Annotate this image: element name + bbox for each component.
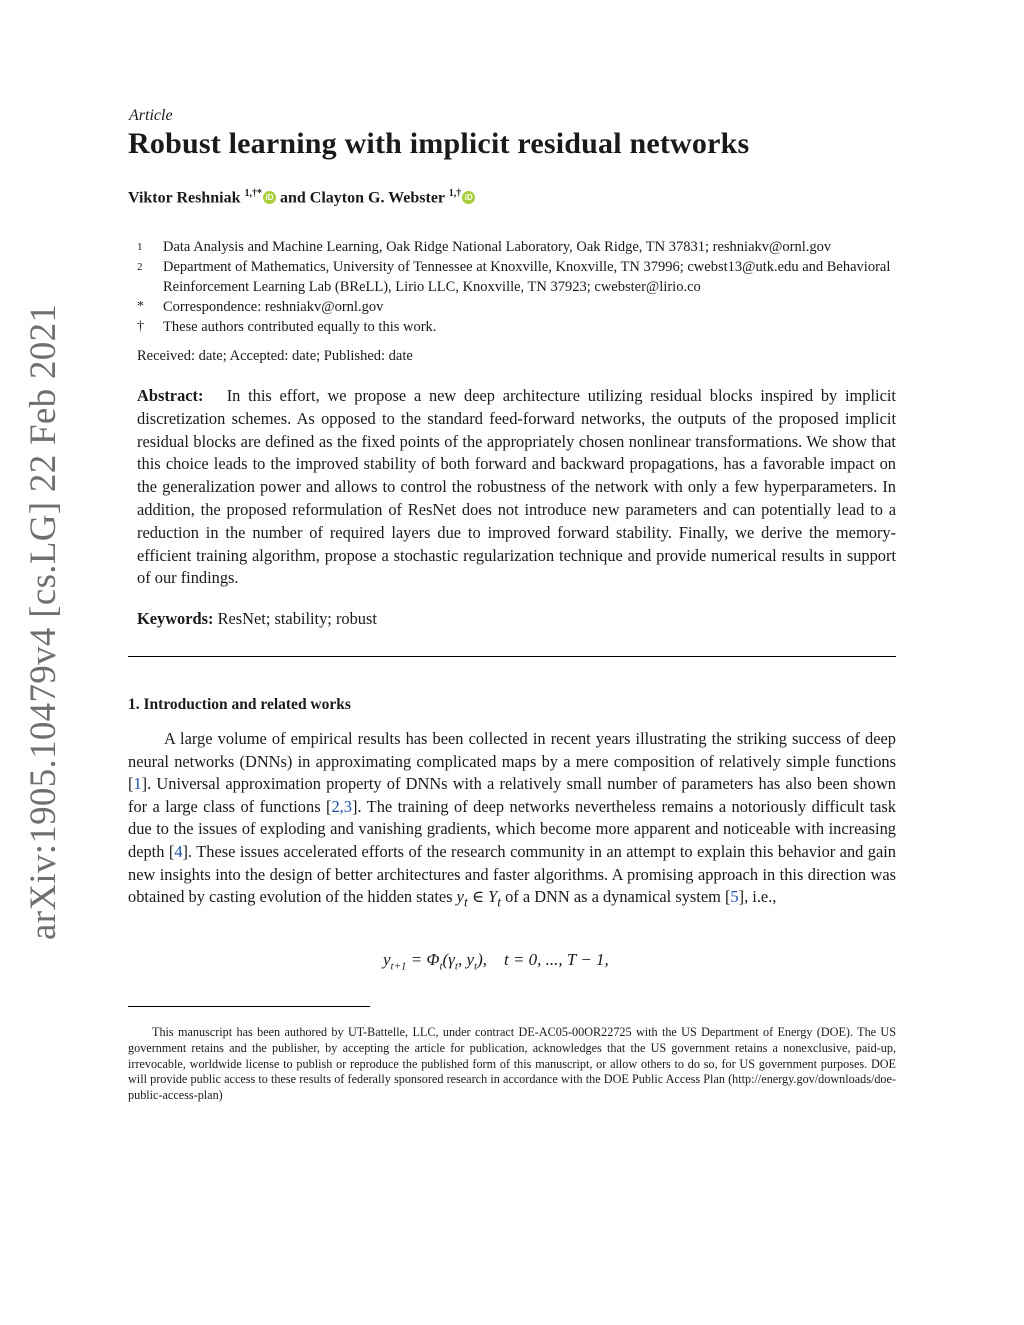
affiliation-item — [137, 297, 897, 317]
paragraph-text: A large volume of empirical results has been collected in recent years illustrating the striking success of deep neural networks (DNNs) in approximating complicated maps by a mere composition of relatively simple functions [ — [128, 729, 896, 794]
abstract-text: In this effort, we propose a new deep architecture utilizing residual blocks inspired by implicit discretization schemes. As opposed to the standard feed-forward networks, the outputs of the proposed implicit residual blocks are defined as the fixed points of the appropriately chosen nonlinear transformations. We show that this choice leads to the improved stability of both forward and backward propagations, has a favorable impact on the generalization power and allows to control the robustness of the network with only a few hyperparameters. In addition, the proposed reformulation of ResNet does not introduce new parameters and can potentially lead to a reduction in the number of required layers due to improved forward stability. Finally, we derive the memory-efficient training algorithm, propose a stochastic regularization technique and provide numerical results in support of our findings. — [137, 386, 896, 588]
paragraph-text: ]. The training of deep networks nevertheless remains a notoriously difficult task due to the issues of exploding and vanishing gradients, which become more apparent and noticeable with increasing depth [ — [128, 796, 896, 861]
citation-link[interactable]: 5 — [730, 887, 739, 907]
arxiv-identifier: arXiv:1905.10479v4 [cs.LG] 22 Feb 2021 — [23, 303, 64, 940]
paragraph-text: ]. Universal approximation property of DNNs with a relatively small number of parameters has also been shown for a large class of functions [ — [128, 774, 896, 816]
author-name: Clayton G. Webster — [309, 189, 445, 207]
display-equation: $y_{t+1} = \Phi_t(\gamma_t$, $y_t$), t = 0, ..., T − 1, — [383, 950, 609, 973]
affiliation-item — [137, 317, 897, 337]
paragraph-text: ], i.e., — [738, 887, 777, 907]
publication-dates: Received: date; Accepted: date; Published: date — [137, 348, 413, 364]
citation-link[interactable]: 4 — [174, 841, 183, 861]
orcid-icon[interactable]: iD — [462, 191, 475, 204]
paragraph-text: ]. These issues accelerated efforts of the research community in an attempt to explain this behavior and gain new insights into the design of better architectures and faster algorithms. A promising approach in this direction was obtained by casting evolution of the hidden states — [128, 841, 896, 907]
affiliation-mark: * — [137, 299, 144, 314]
abstract-label: Abstract: — [137, 386, 204, 405]
affiliations-list — [137, 237, 897, 337]
author-name: Viktor Reshniak — [128, 189, 241, 207]
abstract — [137, 385, 896, 590]
affiliation-mark: 2 — [137, 261, 143, 273]
affiliation-text: Data Analysis and Machine Learning, Oak Ridge National Laboratory, Oak Ridge, TN 37831; reshniakv@ornl.gov — [163, 239, 832, 255]
affiliation-item — [137, 237, 897, 257]
keywords-text: ResNet; stability; robust — [217, 609, 377, 628]
intro-paragraph — [128, 728, 896, 914]
paper-title: Robust learning with implicit residual networks — [128, 127, 750, 160]
section-divider — [128, 656, 896, 657]
inline-math: $y_t$ ∈ $Y_t$ — [456, 887, 501, 910]
author-marks: 1,†* — [244, 188, 262, 199]
citation-link[interactable]: 2,3 — [331, 796, 352, 816]
author-line — [128, 188, 475, 207]
keywords-label: Keywords: — [137, 609, 214, 628]
footnote: This manuscript has been authored by UT-Battelle, LLC, under contract DE-AC05-00OR22725 with the US Department of Energy (DOE). The US government retains and the publisher, by accepting the article for publication, acknowledges that the US government retains a nonexclusive, paid-up, irrevocable, worldwide license to publish or reproduce the published form of this manuscript, or allow others to do so, for US government purposes. DOE will provide public access to these results of federally sponsored research in accordance with the DOE Public Access Plan (http://energy.gov/downloads/doe-public-access-plan) — [128, 1025, 896, 1103]
affiliation-text: Department of Mathematics, University of Tennessee at Knoxville, Knoxville, TN 37996; cwebst13@utk.edu and Behavioral Reinforcement Learning Lab (BReLL), Lirio LLC, Knoxville, TN 37923; cwebster@lirio.co — [163, 259, 891, 295]
paragraph-text: of a DNN as a dynamical system [ — [501, 887, 731, 907]
affiliation-mark: 1 — [137, 241, 143, 253]
citation-link[interactable]: 1 — [133, 774, 142, 794]
orcid-icon[interactable]: iD — [263, 191, 276, 204]
author-connector: and — [279, 189, 306, 207]
affiliation-item — [137, 257, 897, 297]
article-type-label: Article — [129, 107, 173, 124]
equal-contribution-note: These authors contributed equally to this work. — [163, 319, 437, 335]
footnote-rule — [128, 1006, 370, 1007]
equation-range: t = 0, ..., T − 1, — [503, 950, 609, 969]
section-heading: 1. Introduction and related works — [128, 696, 351, 713]
affiliation-mark: † — [137, 319, 144, 334]
keywords — [137, 609, 377, 629]
author-marks: 1,† — [448, 188, 462, 199]
correspondence-text: Correspondence: reshniakv@ornl.gov — [163, 299, 384, 315]
